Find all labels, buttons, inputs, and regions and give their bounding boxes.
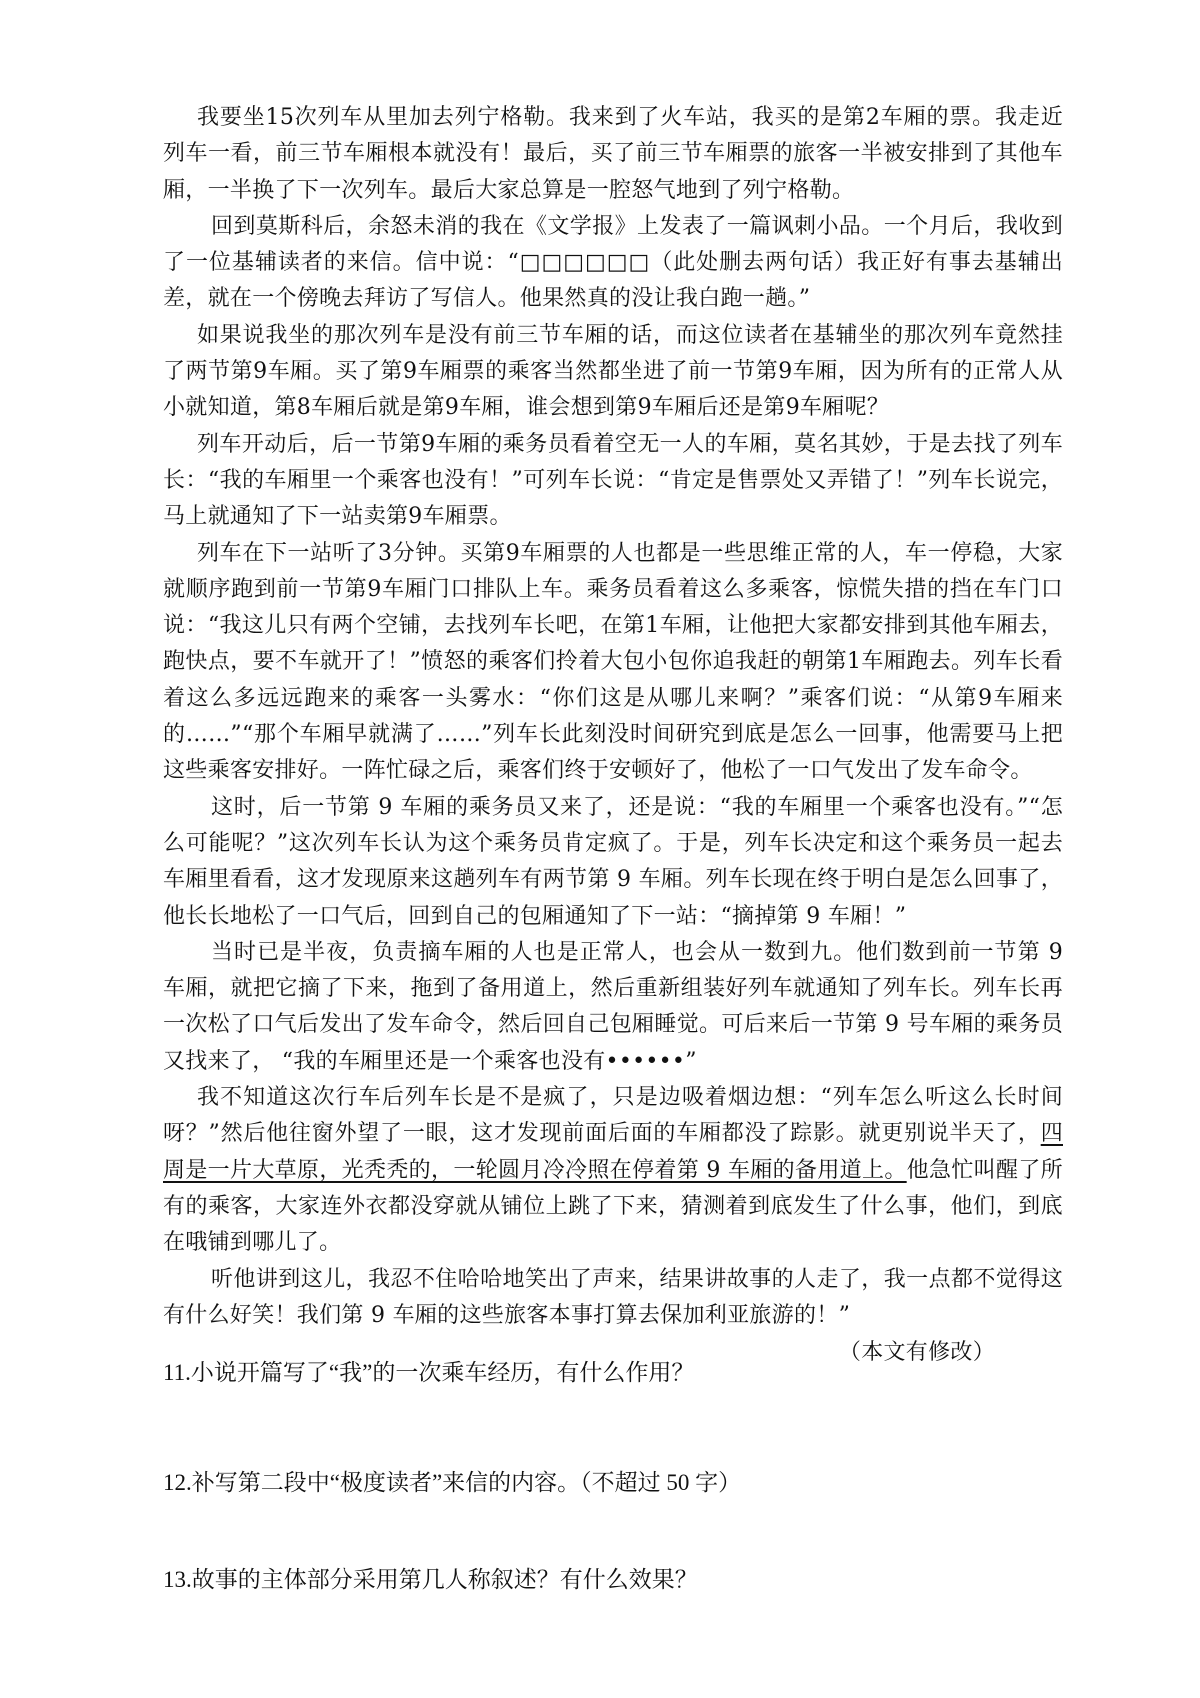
question-12: 12.补写第二段中“极度读者”来信的内容。（不超过 50 字）: [163, 1470, 742, 1495]
story-paragraph-3: 如果说我坐的那次列车是没有前三节车厢的话，而这位读者在基辅坐的那次列车竟然挂了两节第9车厢。买了第9车厢票的乘客当然都坐进了前一节第9车厢，因为所有的正常人从小就知道，第8车厢后就是第9车厢，谁会想到第9车厢后还是第9车厢呢？: [163, 322, 1063, 421]
story-paragraph-7: 当时已是半夜，负责摘车厢的人也是正常人，也会从一数到九。他们数到前一节第 9 车厢，就把它摘了下来，拖到了备用道上，然后重新组装好列车就通知了列车长。列车长再一次松了口气后发出了发车命令，然后回自己包厢睡觉。可后来后一节第 9 号车厢的乘务员又找来了， “我的车厢里还是一个乘客也没有••••••”: [163, 939, 1063, 1074]
story-passage: [163, 100, 1063, 1370]
question-13: 13.故事的主体部分采用第几人称叙述？有什么效果？: [163, 1567, 698, 1592]
story-paragraph-8: [163, 1080, 1063, 1261]
story-paragraph-2: 回到莫斯科后，余怒未消的我在《文学报》上发表了一篇讽刺小品。一个月后，我收到了一位基辅读者的来信。信中说：“□□□□□□（此处删去两句话）我正好有事去基辅出差，就在一个傍晚去拜访了写信人。他果然真的没让我白跑一趟。”: [163, 213, 1063, 312]
question-11: 11.小说开篇写了“我”的一次乘车经历，有什么作用？: [163, 1360, 695, 1385]
story-paragraph-8-tail: 他急忙叫醒了所有的乘客，大家连外衣都没穿就从铺位上跳了下来，猜测着到底发生了什么事，他们，到底在哦铺到哪儿了。: [163, 1157, 1063, 1256]
story-paragraph-4: 列车开动后，后一节第9车厢的乘务员看着空无一人的车厢，莫名其妙，于是去找了列车长：“我的车厢里一个乘客也没有！”可列车长说：“肯定是售票处又弄错了！”列车长说完，马上就通知了下一站卖第9车厢票。: [163, 431, 1063, 530]
story-paragraph-9: 听他讲到这儿，我忍不住哈哈地笑出了声来，结果讲故事的人走了，我一点都不觉得这有什么好笑！我们第 9 车厢的这些旅客本事打算去保加利亚旅游的！”: [163, 1266, 1063, 1328]
story-paragraph-1: 我要坐15次列车从里加去列宁格勒。我来到了火车站，我买的是第2车厢的票。我走近列车一看，前三节车厢根本就没有！最后，买了前三节车厢票的旅客一半被安排到了其他车厢，一半换了下一次列车。最后大家总算是一腔怒气地到了列宁格勒。: [163, 105, 1063, 203]
story-paragraph-6: 这时，后一节第 9 车厢的乘务员又来了，还是说：“我的车厢里一个乘客也没有。”“怎么可能呢？”这次列车长认为这个乘务员肯定疯了。于是，列车长决定和这个乘务员一起去车厢里看看，这才发现原来这趟列车有两节第 9 车厢。列车长现在终于明白是怎么回事了，他长长地松了一口气后，回到自己的包厢通知了下一站：“摘掉第 9 车厢！”: [163, 794, 1063, 929]
underlined-sentence: 四周是一片大草原，光秃秃的，一轮圆月冷冷照在停着第 9 车厢的备用道上。: [163, 1121, 1063, 1183]
story-paragraph-5: 列车在下一站听了3分钟。买第9车厢票的人也都是一些思维正常的人，车一停稳，大家就顺序跑到前一节第9车厢门口排队上车。乘务员看着这么多乘客，惊慌失措的挡在车门口说：“我这儿只有两个空铺，去找列车长吧，在第1车厢，让他把大家都安排到其他车厢去，跑快点，要不车就开了！”愤怒的乘客们拎着大包小包你追我赶的朝第1车厢跑去。列车长看着这么多远远跑来的乘客一头雾水：“你们这是从哪儿来啊？”乘客们说：“从第9车厢来的……”“那个车厢早就满了……”列车长此刻没时间研究到底是怎么一回事，他需要马上把这些乘客安排好。一阵忙碌之后，乘客们终于安顿好了，他松了一口气发出了发车命令。: [163, 540, 1063, 784]
story-paragraph-8-lead: 我不知道这次行车后列车长是不是疯了，只是边吸着烟边想：“列车怎么听这么长时间呀？”然后他往窗外望了一眼，这才发现前面后面的车厢都没了踪影。就更别说半天了，: [163, 1085, 1063, 1147]
source-note: （本文有修改）: [838, 1339, 995, 1365]
